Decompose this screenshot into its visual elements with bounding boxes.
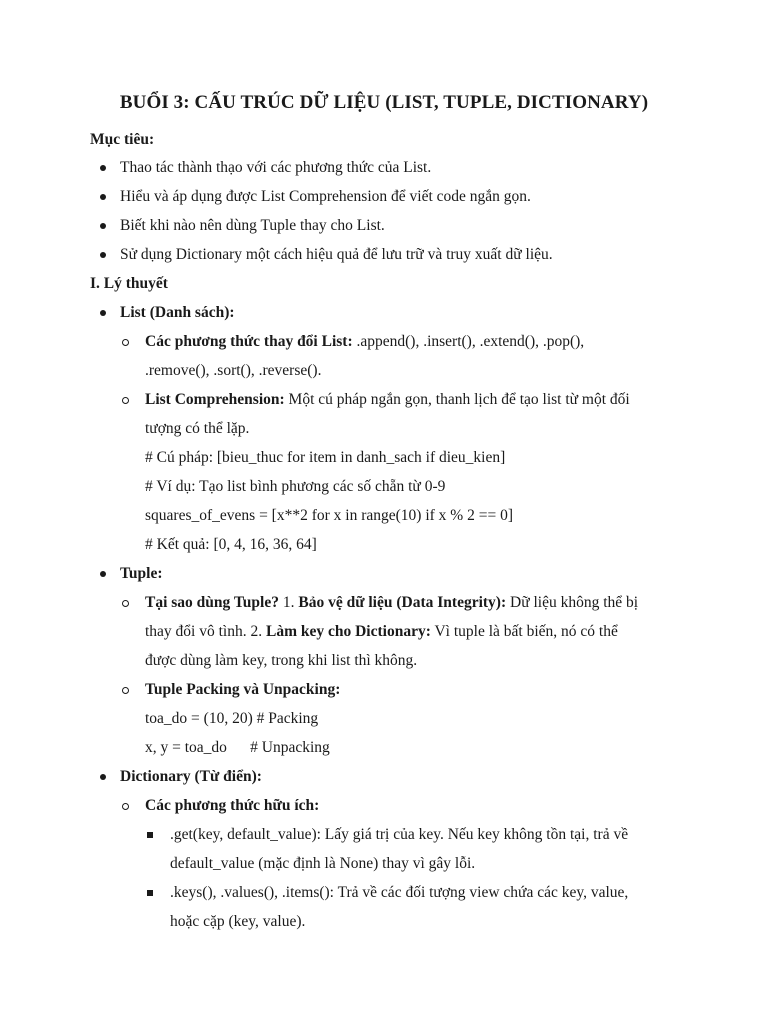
circle-bullet-icon xyxy=(122,687,129,694)
tuple-section-label: Tuple: xyxy=(120,565,163,582)
dictionary-method-line2: default_value (mặc định là None) thay vì gây lỗi. xyxy=(170,855,476,872)
dictionary-methods-label: Các phương thức hữu ích: xyxy=(145,797,320,814)
dictionary-method-line: .get(key, default_value): Lấy giá trị của key. Nếu key không tồn tại, trả về xyxy=(170,826,629,843)
tuple-line2-text: thay đổi vô tình. 2. xyxy=(145,623,266,640)
bullet-icon xyxy=(100,194,106,200)
list-methods-label: Các phương thức thay đổi List: xyxy=(145,333,353,350)
list-methods-line xyxy=(145,332,584,352)
bullet-icon xyxy=(100,774,106,780)
circle-bullet-icon xyxy=(122,803,129,810)
objectives-heading: Mục tiêu: xyxy=(90,131,155,148)
list-methods-line2: .remove(), .sort(), .reverse(). xyxy=(145,362,322,379)
bullet-icon xyxy=(100,310,106,316)
code-line: # Ví dụ: Tạo list bình phương các số chẵn từ 0-9 xyxy=(145,478,446,495)
code-line: toa_do = (10, 20) # Packing xyxy=(145,710,319,727)
tuple-packing-label: Tuple Packing và Unpacking: xyxy=(145,681,341,698)
page-title: BUỔI 3: CẤU TRÚC DỮ LIỆU (LIST, TUPLE, DICTIONARY) xyxy=(119,92,649,113)
list-comprehension-text: Một cú pháp ngắn gọn, thanh lịch để tạo list từ một đối xyxy=(284,391,630,408)
circle-bullet-icon xyxy=(122,339,129,346)
objective-item: Biết khi nào nên dùng Tuple thay cho List. xyxy=(120,217,385,234)
code-line: # Cú pháp: [bieu_thuc for item in danh_sach if dieu_kien] xyxy=(145,449,506,466)
tuple-key-label: Làm key cho Dictionary: xyxy=(265,623,431,640)
bullet-icon xyxy=(100,252,106,258)
tuple-integrity-label: Bảo vệ dữ liệu (Data Integrity): xyxy=(298,594,507,611)
dictionary-section-label: Dictionary (Từ điển): xyxy=(120,768,262,785)
code-line: squares_of_evens = [x**2 for x in range(10) if x % 2 == 0] xyxy=(145,507,513,524)
objective-item: Sử dụng Dictionary một cách hiệu quả để lưu trữ và truy xuất dữ liệu. xyxy=(120,246,553,263)
tuple-why-label: Tại sao dùng Tuple? xyxy=(145,594,279,611)
objective-item: Hiểu và áp dụng được List Comprehension để viết code ngắn gọn. xyxy=(120,188,531,205)
tuple-why-line2 xyxy=(145,622,618,642)
square-bullet-icon xyxy=(147,890,153,896)
list-comprehension-line2: tượng có thể lặp. xyxy=(145,420,250,437)
dictionary-method-line2: hoặc cặp (key, value). xyxy=(170,913,306,930)
list-comprehension-line xyxy=(145,390,630,410)
tuple-why-number: 1. xyxy=(278,594,299,611)
square-bullet-icon xyxy=(147,832,153,838)
bullet-icon xyxy=(100,165,106,171)
list-comprehension-label: List Comprehension: xyxy=(145,391,285,408)
code-line: x, y = toa_do # Unpacking xyxy=(145,739,330,756)
list-methods-text: .append(), .insert(), .extend(), .pop(), xyxy=(352,333,585,350)
circle-bullet-icon xyxy=(122,397,129,404)
dictionary-method-line: .keys(), .values(), .items(): Trả về các đối tượng view chứa các key, value, xyxy=(170,884,629,901)
list-section-label: List (Danh sách): xyxy=(120,304,235,321)
tuple-integrity-text: Dữ liệu không thể bị xyxy=(506,594,639,611)
tuple-key-text: Vì tuple là bất biến, nó có thể xyxy=(430,623,618,640)
tuple-why-line3: được dùng làm key, trong khi list thì không. xyxy=(145,652,418,669)
code-line: # Kết quả: [0, 4, 16, 36, 64] xyxy=(145,536,317,553)
bullet-icon xyxy=(100,571,106,577)
tuple-why-line xyxy=(145,593,638,613)
objective-item: Thao tác thành thạo với các phương thức của List. xyxy=(120,159,432,176)
circle-bullet-icon xyxy=(122,600,129,607)
bullet-icon xyxy=(100,223,106,229)
theory-heading: I. Lý thuyết xyxy=(90,275,168,292)
